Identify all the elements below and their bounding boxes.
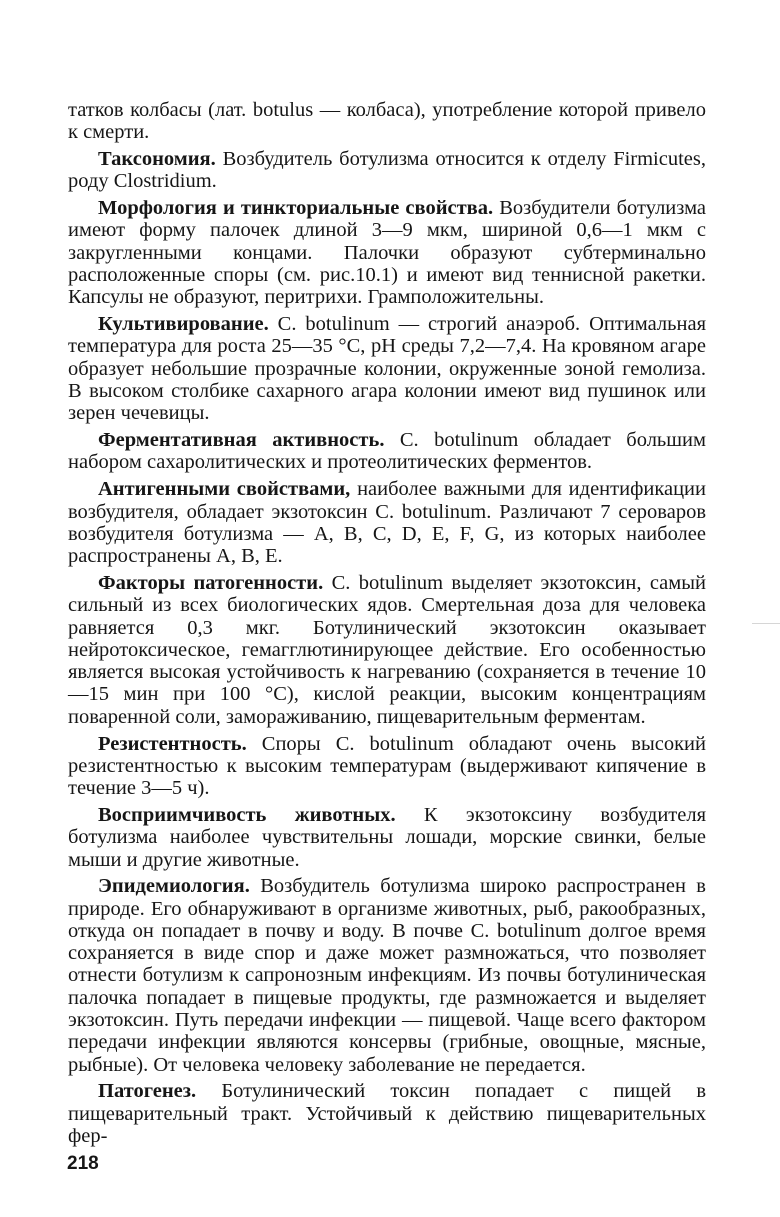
paragraph-text: наиболее важными для идентификации возбудителя, обладает экзотоксин C. botulinum. Различают 7 сероваров возбудителя ботулизма — А, В, С, D, Е, F, G, из которых наиболее распространены А, В, Е. [68, 478, 706, 568]
paragraph-enzymatic-activity [68, 429, 706, 474]
paragraph-text: C. botulinum выделяет экзотоксин, самый сильный из всех биологических ядов. Смертельная доза для человека равняется 0,3 мкг. Ботулинический экзотоксин оказывает нейротоксическое, гемагглютинирующее действие. Его особенностью является высокая устойчивость к нагреванию (сохраняется в течение 10—15 мин при 100 °С), кислой реакции, высоким концентрациям поваренной соли, замораживанию, пищеварительным ферментам. [68, 571, 706, 728]
page-body [68, 99, 706, 1152]
paragraph-morphology [68, 197, 706, 308]
paragraph-pathogenesis [68, 1080, 706, 1147]
paragraph-heading: Таксономия. [98, 148, 216, 171]
paragraph-taxonomy [68, 148, 706, 193]
paragraph-epidemiology [68, 875, 706, 1076]
paragraph-pathogenicity-factors [68, 572, 706, 728]
paragraph-text: Возбудитель ботулизма широко распространен в природе. Его обнаруживают в организме животных, рыб, ракообразных, откуда он попадает в почву и воду. В почве C. botulinum долгое время сохраняется в виде спор и даже может размножаться, что позволяет отнести ботулизм к сапронозным инфекциям. Из почвы ботулиническая палочка попадает в пищевые продукты, где размножается и выделяет экзотоксин. Путь передачи инфекции — пищевой. Чаще всего фактором передачи инфекции являются консервы (грибные, овощные, мясные, рыбные). От человека человеку заболевание не передается. [68, 875, 706, 1076]
paragraph-heading: Ферментативная активность. [98, 429, 385, 452]
paragraph-cultivation [68, 313, 706, 424]
paragraph-antigenic-properties [68, 478, 706, 567]
paragraph-heading: Резистентность. [98, 732, 247, 755]
paragraph-text: C. botulinum обладает большим набором сахаролитических и протеолитических ферментов. [68, 429, 707, 474]
paragraph-text: Ботулинический токсин попадает с пищей в пищеварительный тракт. Устойчивый к действию пищеварительных фер- [68, 1080, 706, 1148]
paragraph-text: Возбудитель ботулизма относится к отделу Firmicutes, роду Clostridium. [68, 148, 707, 193]
paragraph-heading: Восприимчивость животных. [98, 803, 396, 826]
paragraph-text: Споры C. botulinum обладают очень высокий резистентностью к высоким температурам (выдерживают кипячение в течение 3—5 ч). [68, 732, 706, 800]
margin-rule [752, 623, 780, 624]
paragraph-heading: Культивирование. [98, 313, 269, 336]
page-number: 218 [67, 1153, 99, 1174]
paragraph-heading: Эпидемиология. [98, 875, 250, 898]
paragraph-animal-susceptibility [68, 804, 706, 871]
paragraph-heading: Патогенез. [98, 1080, 197, 1103]
paragraph-text: C. botulinum — строгий анаэроб. Оптимальная температура для роста 25—35 °С, рН среды 7,2—7,4. На кровяном агаре образует небольшие прозрачные колонии, окруженные зоной гемолиза. В высоком столбике сахарного агара колонии имеют вид пушинок или зерен чечевицы. [68, 313, 707, 425]
paragraph-text: Возбудители ботулизма имеют форму палочек длиной 3—9 мкм, шириной 0,6—1 мкм с закругленными концами. Палочки образуют субтерминально расположенные споры (см. рис.10.1) и имеют вид теннисной ракетки. Капсулы не образуют, перитрихи. Грамположительны. [68, 197, 707, 309]
paragraph-text: К экзотоксину возбудителя ботулизма наиболее чувствительны лошади, морские свинки, белые мыши и другие животные. [68, 803, 707, 871]
paragraph-text: татков колбасы (лат. botulus — колбаса), употребление которой привело к смерти. [68, 99, 706, 144]
paragraph-resistance [68, 733, 706, 800]
paragraph-heading: Антигенными свойствами, [98, 478, 351, 501]
paragraph-heading: Факторы патогенности. [98, 571, 324, 594]
paragraph-continuation [68, 99, 706, 144]
paragraph-heading: Морфология и тинкториальные свойства. [98, 197, 494, 220]
